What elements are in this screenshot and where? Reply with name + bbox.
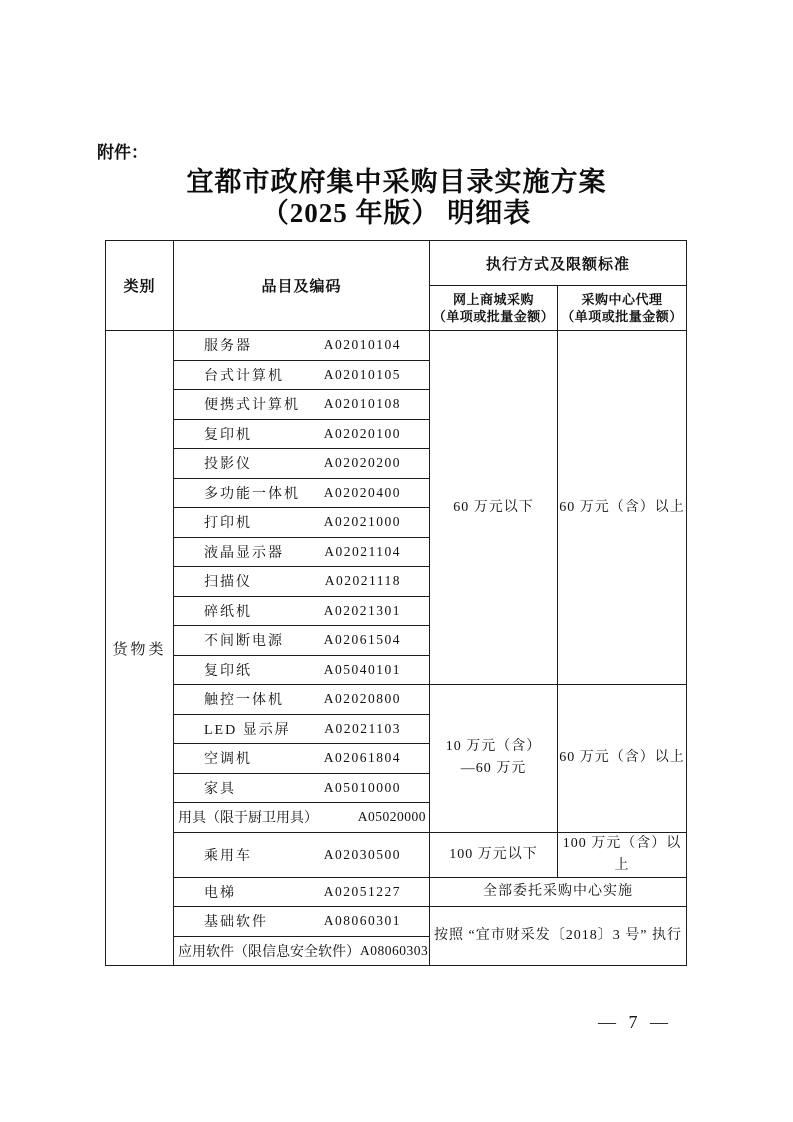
item-row [106, 907, 687, 937]
item-code: A02010105 [323, 366, 401, 382]
header-online-mall [430, 286, 558, 331]
item-cell [174, 832, 430, 877]
item-name: 打印机 [204, 516, 252, 532]
item-cell [174, 936, 430, 966]
group1-online-limit: 60 万元以下 [430, 331, 558, 685]
item-cell [174, 596, 430, 626]
car-agent-limit: 100 万元（含）以上 [558, 832, 687, 877]
item-name: 液晶显示器 [204, 545, 284, 561]
item-name: 空调机 [204, 752, 252, 768]
page-number: — 7 — [598, 1012, 672, 1032]
item-name: 乘用车 [204, 848, 252, 864]
item-cell [174, 508, 430, 538]
item-code: A02021118 [324, 573, 401, 589]
item-cell [174, 773, 430, 803]
group2-online-limit-line2: —60 万元 [460, 761, 527, 777]
item-code: A05040101 [323, 661, 401, 677]
elevator-note: 全部委托采购中心实施 [430, 877, 687, 907]
software-note: 按照 “宜市财采发〔2018〕3 号” 执行 [430, 907, 687, 966]
item-cell [174, 390, 430, 420]
item-cell [174, 744, 430, 774]
item-cell [174, 478, 430, 508]
attachment-label: 附件： [97, 143, 148, 162]
item-name: 电梯 [204, 885, 236, 901]
item-cell [174, 331, 430, 361]
item-cell [174, 655, 430, 685]
item-code: A02021103 [324, 720, 401, 736]
item-cell [174, 419, 430, 449]
item-name: 投影仪 [204, 457, 252, 473]
header-online-mall-line2: （单项或批量金额） [432, 309, 555, 324]
item-code: A02051227 [323, 883, 401, 899]
header-row-1 [106, 241, 687, 286]
category-goods-cell: 货物类 [106, 331, 174, 966]
item-cell [174, 685, 430, 715]
item-cell [174, 714, 430, 744]
item-name: 基础软件 [204, 915, 268, 931]
header-online-mall-line1: 网上商城采购 [452, 292, 534, 307]
item-code: A02020800 [323, 691, 401, 707]
item-name: 台式计算机 [204, 368, 284, 384]
group2-online-limit-line1: 10 万元（含） [445, 739, 542, 755]
item-name: LED 显示屏 [204, 722, 291, 738]
item-cell [174, 626, 430, 656]
header-item-and-code: 品目及编码 [174, 241, 430, 331]
item-code: A05020000 [357, 809, 426, 825]
item-code: A02030500 [323, 846, 401, 862]
item-cell [174, 360, 430, 390]
header-category: 类别 [106, 241, 174, 331]
item-name: 碎纸机 [204, 604, 252, 620]
header-execution-standard: 执行方式及限额标准 [430, 241, 687, 286]
item-name: 家具 [204, 781, 236, 797]
document-title [0, 167, 793, 229]
item-name: 复印机 [204, 427, 252, 443]
item-code: A02021104 [324, 543, 401, 559]
item-code: A02020400 [323, 484, 401, 500]
group1-agent-limit: 60 万元（含）以上 [558, 331, 687, 685]
group2-online-limit [430, 685, 558, 833]
item-name: 用具（限于厨卫用具） [178, 811, 318, 827]
item-name: 复印纸 [204, 663, 252, 679]
item-row [106, 832, 687, 877]
header-center-agent [558, 286, 687, 331]
item-code: A02021000 [323, 514, 401, 530]
item-cell [174, 877, 430, 907]
item-code: A02010104 [323, 337, 401, 353]
item-name: 服务器 [204, 339, 252, 355]
item-row [106, 685, 687, 715]
item-row [106, 331, 687, 361]
item-code: A02061504 [323, 632, 401, 648]
item-name: 不间断电源 [204, 634, 284, 650]
item-name: 触控一体机 [204, 693, 284, 709]
document-title-line1: 宜都市政府集中采购目录实施方案 [186, 167, 607, 197]
item-code: A02061804 [323, 750, 401, 766]
item-name: 便携式计算机 [204, 398, 300, 414]
item-cell [174, 449, 430, 479]
item-code: A08060303 [360, 942, 429, 958]
car-online-limit: 100 万元以下 [430, 832, 558, 877]
item-code: A02010108 [323, 396, 401, 412]
header-center-agent-line2: （单项或批量金额） [561, 309, 683, 324]
item-name: 扫描仪 [204, 575, 252, 591]
item-cell [174, 537, 430, 567]
item-name: 应用软件（限信息安全软件） [178, 944, 360, 960]
item-cell [174, 803, 430, 833]
item-cell [174, 567, 430, 597]
item-code: A02020100 [323, 425, 401, 441]
item-row [106, 877, 687, 907]
item-code: A02020200 [323, 455, 401, 471]
item-code: A05010000 [323, 779, 401, 795]
header-center-agent-line1: 采购中心代理 [581, 292, 663, 307]
procurement-catalog-table [105, 240, 687, 966]
item-code: A02021301 [323, 602, 401, 618]
document-title-line2: （2025 年版） 明细表 [261, 198, 532, 228]
item-cell [174, 907, 430, 937]
item-code: A08060301 [323, 913, 401, 929]
group2-agent-limit: 60 万元（含）以上 [558, 685, 687, 833]
item-name: 多功能一体机 [204, 486, 300, 502]
